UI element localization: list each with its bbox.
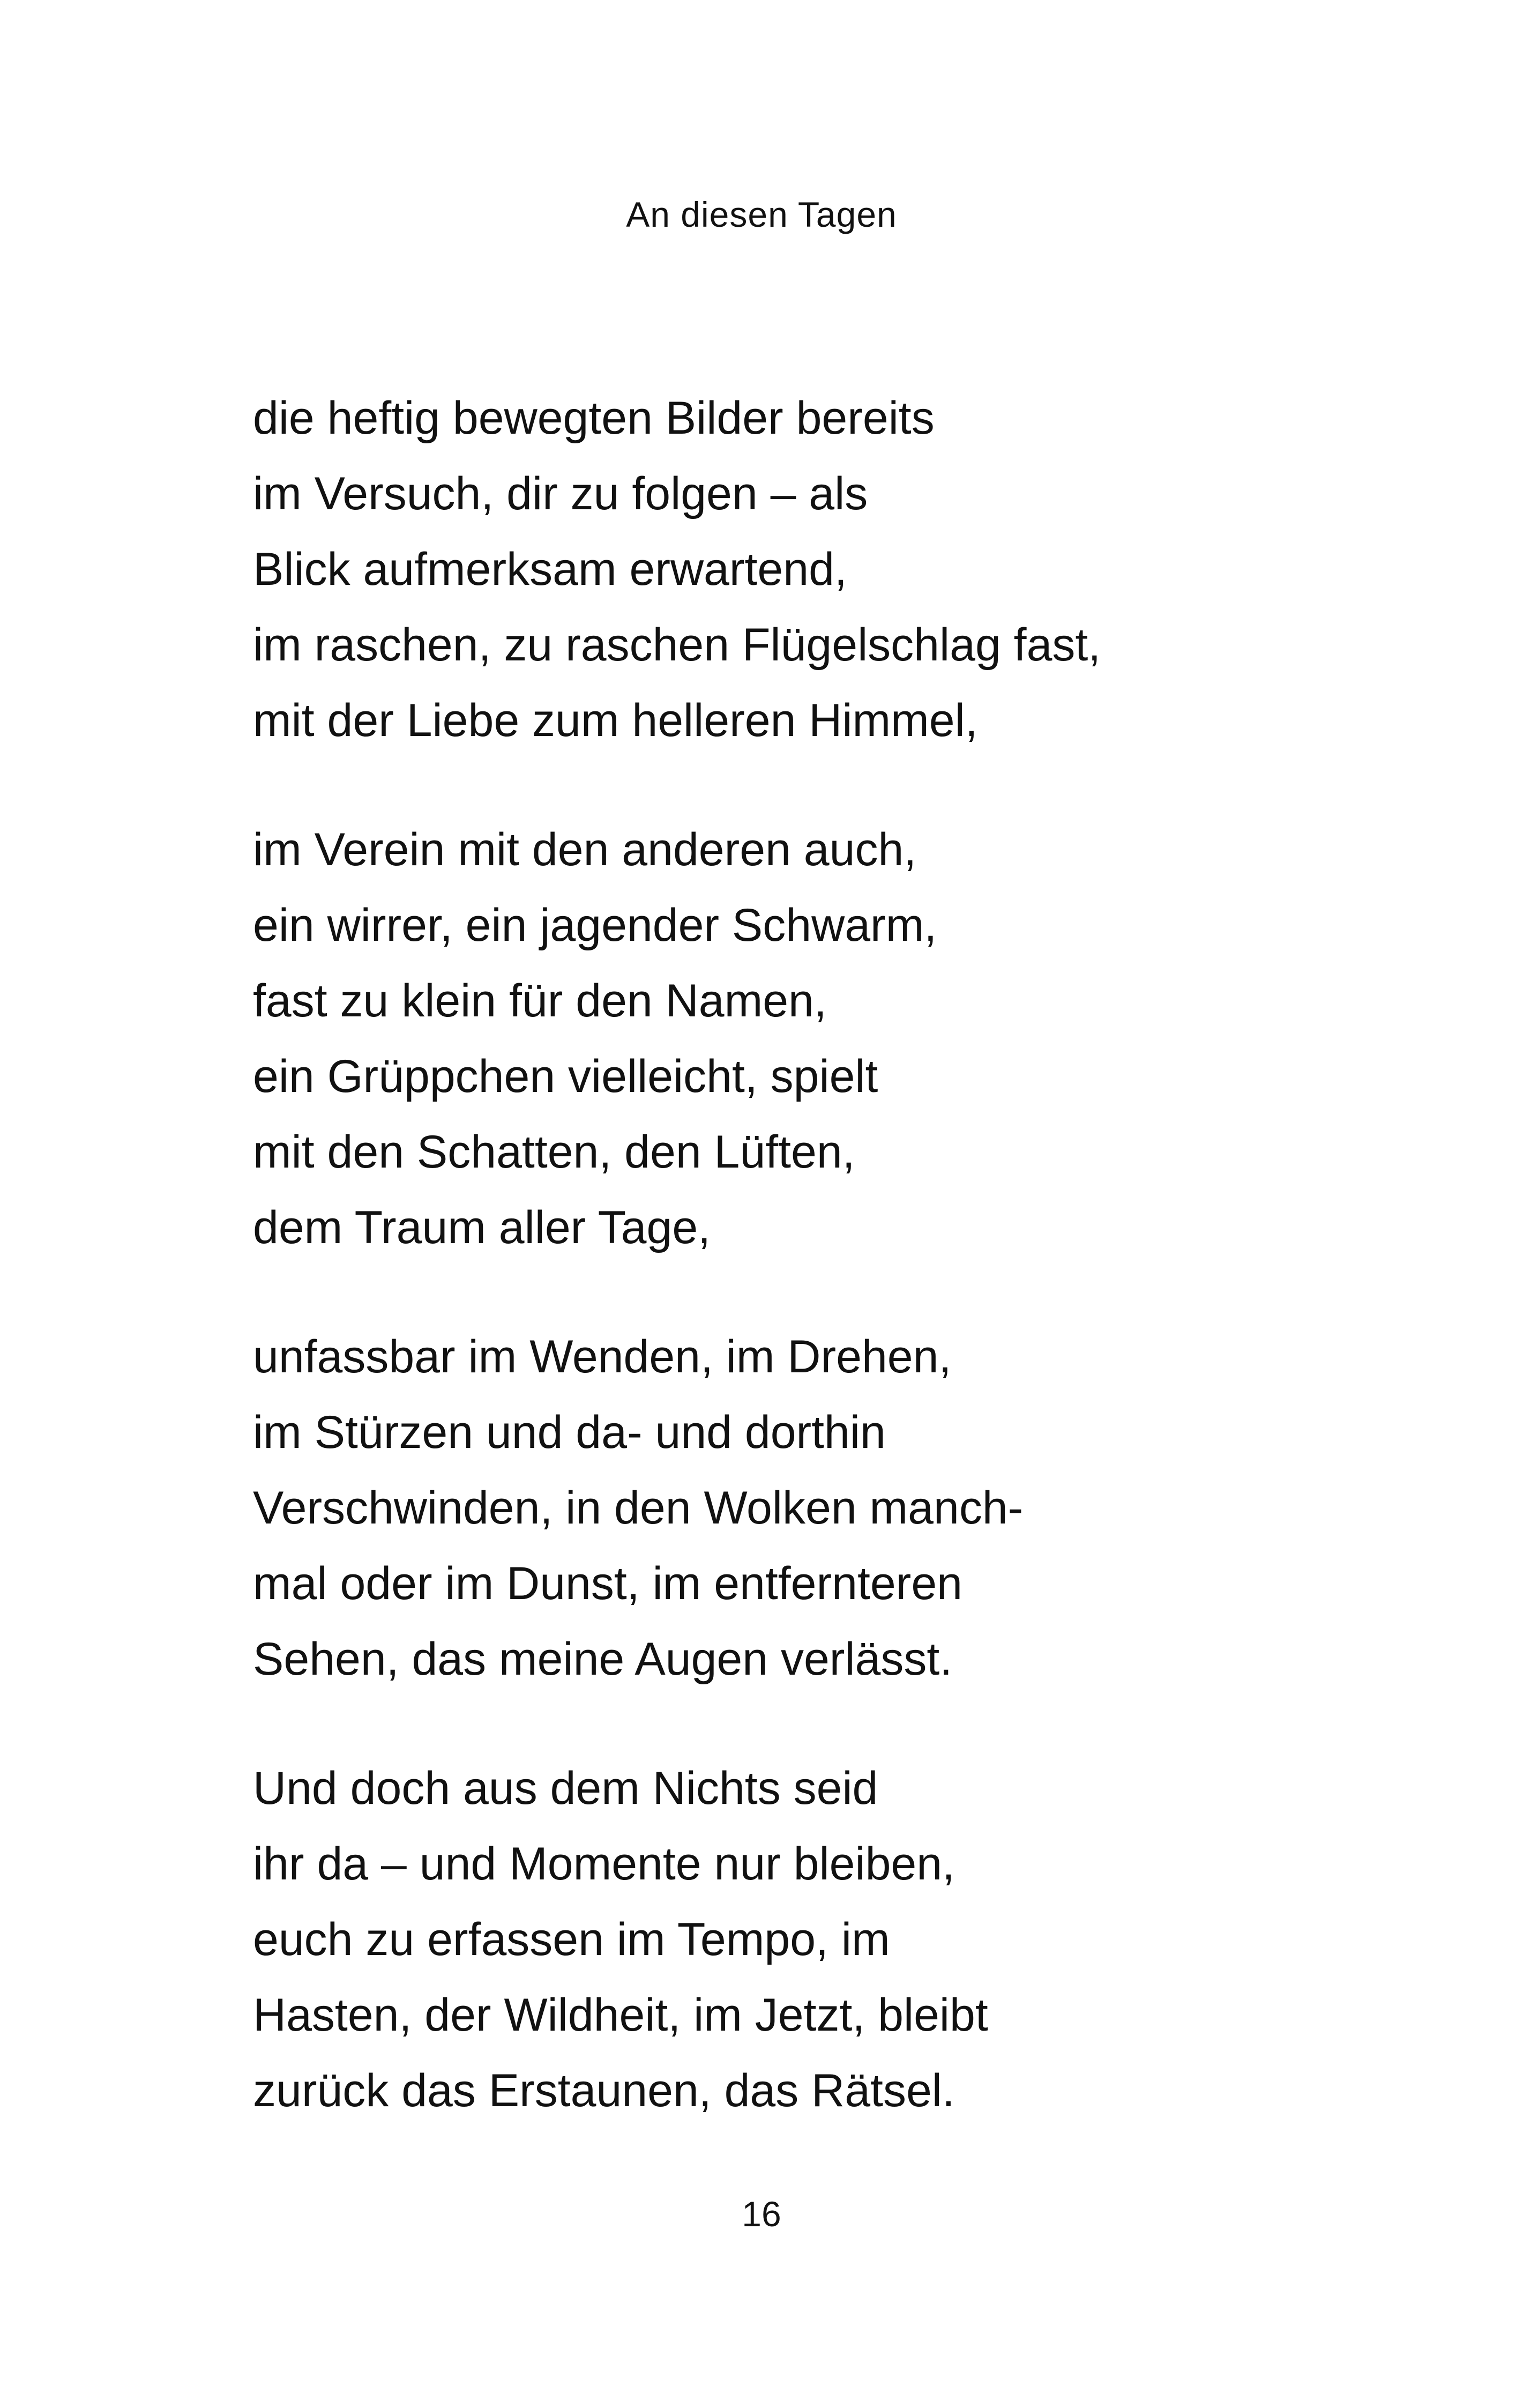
- page-number: 16: [742, 2194, 781, 2234]
- poem-line: im Stürzen und da- und dorthin: [253, 1407, 886, 1458]
- poem-line: ihr da – und Momente nur bleiben,: [253, 1838, 955, 1890]
- stanza-1: [253, 381, 1378, 759]
- poem-line: im Verein mit den anderen auch,: [253, 824, 917, 875]
- poem-line: mit der Liebe zum helleren Himmel,: [253, 695, 978, 746]
- poem-line: euch zu erfassen im Tempo, im: [253, 1914, 890, 1965]
- poem-line: Verschwinden, in den Wolken manch-: [253, 1482, 1024, 1534]
- poem-line: die heftig bewegten Bilder bereits: [253, 392, 935, 444]
- stanza-2: [253, 812, 1378, 1266]
- poem-line: Und doch aus dem Nichts seid: [253, 1763, 878, 1814]
- poem-line: zurück das Erstaunen, das Rätsel.: [253, 2065, 955, 2116]
- poem-line: Sehen, das meine Augen verlässt.: [253, 1633, 953, 1685]
- running-title: An diesen Tagen: [626, 195, 897, 234]
- stanza-4: [253, 1751, 1378, 2129]
- poem-line: mit den Schatten, den Lüften,: [253, 1126, 855, 1178]
- poem-line: unfassbar im Wenden, im Drehen,: [253, 1331, 952, 1383]
- poem-line: im Versuch, dir zu folgen – als: [253, 468, 868, 519]
- stanza-3: [253, 1319, 1378, 1697]
- poem-line: Blick aufmerksam erwartend,: [253, 544, 847, 595]
- poem-body: [253, 381, 1378, 2182]
- poem-line: ein wirrer, ein jagender Schwarm,: [253, 900, 937, 951]
- poem-line: Hasten, der Wildheit, im Jetzt, bleibt: [253, 1989, 988, 2041]
- poem-line: mal oder im Dunst, im entfernteren: [253, 1558, 962, 1609]
- poem-line: dem Traum aller Tage,: [253, 1202, 711, 1253]
- poem-line: im raschen, zu raschen Flügelschlag fast,: [253, 619, 1101, 671]
- poem-line: ein Grüppchen vielleicht, spielt: [253, 1051, 878, 1102]
- poem-line: fast zu klein für den Namen,: [253, 975, 827, 1027]
